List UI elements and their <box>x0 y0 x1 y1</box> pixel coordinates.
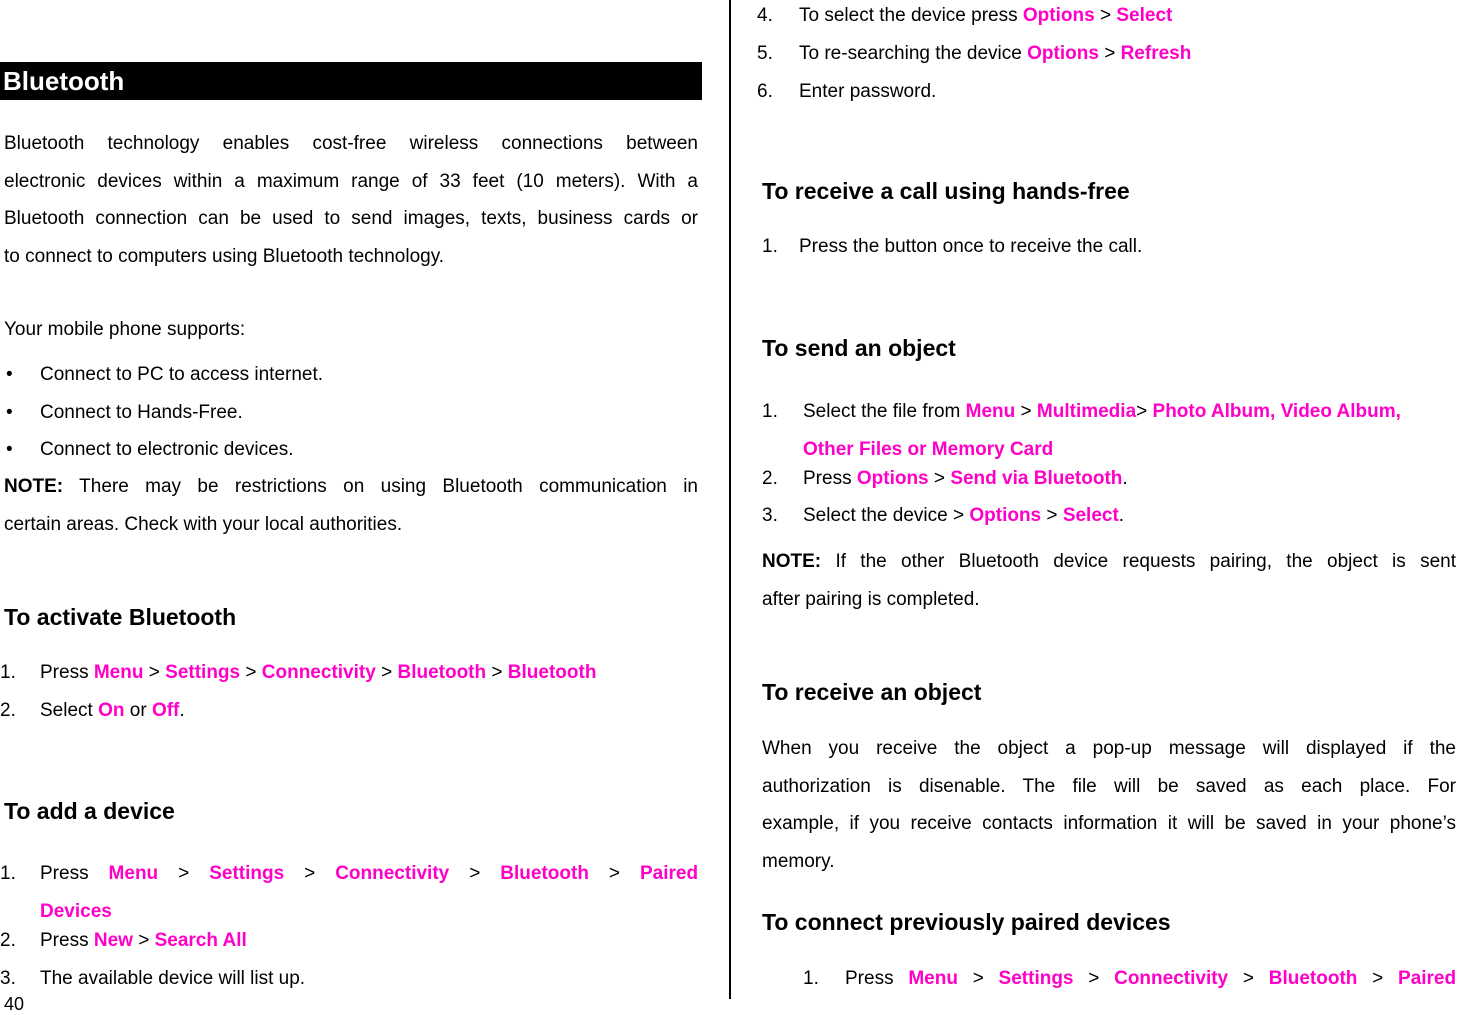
separator: > <box>138 930 150 951</box>
step-text: Enter password. <box>799 81 937 102</box>
step-number: 3. <box>762 505 778 526</box>
step-5 <box>757 43 1192 65</box>
menu-path-connectivity: Connectivity <box>261 662 376 683</box>
paragraph-line: memory. <box>762 850 835 872</box>
menu-path-menu: Menu <box>908 968 958 989</box>
separator: > <box>469 863 481 884</box>
activate-heading: To activate Bluetooth <box>4 604 237 630</box>
option-options: Options <box>856 468 929 489</box>
step-number: 2. <box>0 700 16 721</box>
section-title-bar <box>0 62 702 100</box>
note-line: certain areas. Check with your local authorities. <box>4 513 403 535</box>
step-text: Press <box>845 968 894 989</box>
intro-line: Bluetooth connection can be used to send images, texts, business cards or <box>4 208 698 229</box>
page-number: 40 <box>4 994 25 1014</box>
note-text: There may be restrictions on using Bluetooth communication in <box>79 476 699 497</box>
separator: > <box>381 662 393 683</box>
menu-path-bluetooth: Bluetooth <box>507 662 597 683</box>
note-line <box>762 543 1456 581</box>
paragraph-line: example, if you receive contacts information it will be saved in your phone’s <box>762 813 1456 834</box>
note-line: after pairing is completed. <box>762 588 980 610</box>
column-divider <box>729 0 731 999</box>
list-item <box>0 431 600 469</box>
list-item-text: Connect to PC to access internet. <box>40 364 324 385</box>
option-refresh: Refresh <box>1120 43 1192 64</box>
step-text: To select the device press <box>799 5 1018 26</box>
step-number: 1. <box>803 968 819 989</box>
receive-object-heading: To receive an object <box>762 679 982 705</box>
menu-path-settings: Settings <box>165 662 241 683</box>
option-options: Options <box>1022 5 1095 26</box>
step-text: Press <box>40 662 89 683</box>
step-number: 1. <box>762 401 778 422</box>
separator: > <box>1046 505 1058 526</box>
list-item <box>0 356 600 394</box>
step-number: 5. <box>757 43 773 64</box>
menu-path-albums: Photo Album, Video Album, <box>1152 401 1401 422</box>
separator: > <box>1136 401 1148 422</box>
separator: > <box>148 662 160 683</box>
step-text: The available device will list up. <box>40 968 306 989</box>
step-number: 1. <box>0 863 16 884</box>
send-object-heading: To send an object <box>762 335 956 361</box>
menu-path-settings: Settings <box>998 968 1074 989</box>
send-object-step-1 <box>762 393 1461 468</box>
step-text: or <box>129 700 147 721</box>
separator: > <box>933 468 946 489</box>
menu-path-paired: Paired <box>1398 968 1457 989</box>
step-line <box>40 855 698 893</box>
note-line <box>4 468 698 506</box>
intro-line: electronic devices within a maximum range of 33 feet (10 meters). With a <box>4 170 698 192</box>
list-item-text: Connect to electronic devices. <box>40 439 294 460</box>
step-line <box>803 393 1461 431</box>
paragraph-line: When you receive the object a pop-up message will displayed if the <box>762 738 1456 759</box>
supports-list <box>0 356 600 469</box>
separator: > <box>178 863 190 884</box>
activate-step-2 <box>0 700 185 722</box>
menu-path-connectivity: Connectivity <box>1114 968 1229 989</box>
note-block <box>4 468 698 543</box>
option-new: New <box>93 930 133 951</box>
separator: > <box>972 968 984 989</box>
menu-path-files: Other Files or Memory Card <box>803 438 1054 460</box>
activate-step-1 <box>0 662 597 684</box>
bullet-icon: • <box>6 439 13 460</box>
menu-path-paired: Paired <box>639 863 699 884</box>
step-text: Press <box>40 930 89 951</box>
step-line <box>845 968 1456 990</box>
menu-path-bluetooth: Bluetooth <box>1268 968 1358 989</box>
step-text: Press the button once to receive the call. <box>799 236 1143 257</box>
note-label: NOTE: <box>4 476 64 497</box>
add-device-step-2 <box>0 930 247 952</box>
step-number: 3. <box>0 968 16 989</box>
send-object-step-2 <box>762 468 1128 490</box>
note-text: If the other Bluetooth device requests pairing, the object is sent <box>835 551 1457 572</box>
list-item <box>0 394 600 432</box>
step-4 <box>757 5 1173 27</box>
step-number: 1. <box>762 236 778 257</box>
separator: > <box>608 863 621 884</box>
option-select: Select <box>1062 505 1119 526</box>
menu-path-menu: Menu <box>965 401 1016 422</box>
option-off: Off <box>151 700 180 721</box>
list-item-text: Connect to Hands-Free. <box>40 401 243 423</box>
connect-paired-step-1 <box>803 968 1456 990</box>
intro-line: to connect to computers using Bluetooth technology. <box>4 245 445 267</box>
send-object-step-3 <box>762 505 1125 527</box>
option-send-via-bluetooth: Send via Bluetooth <box>950 468 1123 489</box>
menu-path-menu: Menu <box>93 662 144 683</box>
step-number: 2. <box>762 468 778 489</box>
step-text: Press <box>40 863 89 884</box>
separator: > <box>245 662 257 683</box>
send-object-note <box>762 543 1456 618</box>
bullet-icon: • <box>6 364 13 385</box>
menu-path-bluetooth: Bluetooth <box>500 863 589 884</box>
add-device-step-1 <box>0 855 698 930</box>
separator: > <box>1088 968 1100 989</box>
separator: > <box>1372 968 1384 989</box>
supports-label: Your mobile phone supports: <box>4 319 246 340</box>
step-line <box>803 431 1461 469</box>
separator: > <box>304 863 316 884</box>
step-number: 2. <box>0 930 16 951</box>
add-device-step-3 <box>0 968 306 990</box>
intro-line: Bluetooth technology enables cost-free wireless connections between <box>4 133 698 154</box>
menu-path-multimedia: Multimedia <box>1036 401 1137 422</box>
separator: > <box>1020 401 1032 422</box>
separator: > <box>1242 968 1254 989</box>
option-select: Select <box>1116 5 1173 26</box>
separator: > <box>1104 43 1116 64</box>
receive-object-paragraph <box>762 730 1456 880</box>
add-device-heading: To add a device <box>4 798 175 824</box>
step-text: Select <box>40 700 93 721</box>
step-6 <box>757 81 937 103</box>
hands-free-step-1 <box>762 236 1143 258</box>
note-label: NOTE: <box>762 551 822 572</box>
step-line <box>40 893 698 931</box>
step-text: Select the device > <box>803 505 965 526</box>
hands-free-heading: To receive a call using hands-free <box>762 178 1130 204</box>
option-options: Options <box>1027 43 1099 64</box>
bullet-icon: • <box>6 401 13 423</box>
option-search-all: Search All <box>154 930 247 951</box>
step-number: 6. <box>757 81 773 102</box>
step-text: Select the file from <box>803 401 961 422</box>
menu-path-devices: Devices <box>40 900 112 922</box>
period: . <box>1118 505 1125 526</box>
menu-path-bluetooth: Bluetooth <box>397 662 487 683</box>
intro-paragraph <box>4 125 698 275</box>
step-text: Press <box>803 468 852 489</box>
option-on: On <box>98 700 125 721</box>
separator: > <box>1099 5 1112 26</box>
option-options: Options <box>969 505 1042 526</box>
period: . <box>179 700 185 721</box>
menu-path-menu: Menu <box>108 863 159 884</box>
step-number: 4. <box>757 5 773 26</box>
period: . <box>1122 468 1128 489</box>
step-text: To re-searching the device <box>799 43 1022 64</box>
section-title: Bluetooth <box>3 66 125 96</box>
paragraph-line: authorization is disenable. The file will be saved as each place. For <box>762 775 1456 797</box>
menu-path-settings: Settings <box>209 863 285 884</box>
menu-path-connectivity: Connectivity <box>335 863 450 884</box>
separator: > <box>491 662 503 683</box>
step-number: 1. <box>0 662 16 683</box>
connect-paired-heading: To connect previously paired devices <box>762 909 1171 935</box>
